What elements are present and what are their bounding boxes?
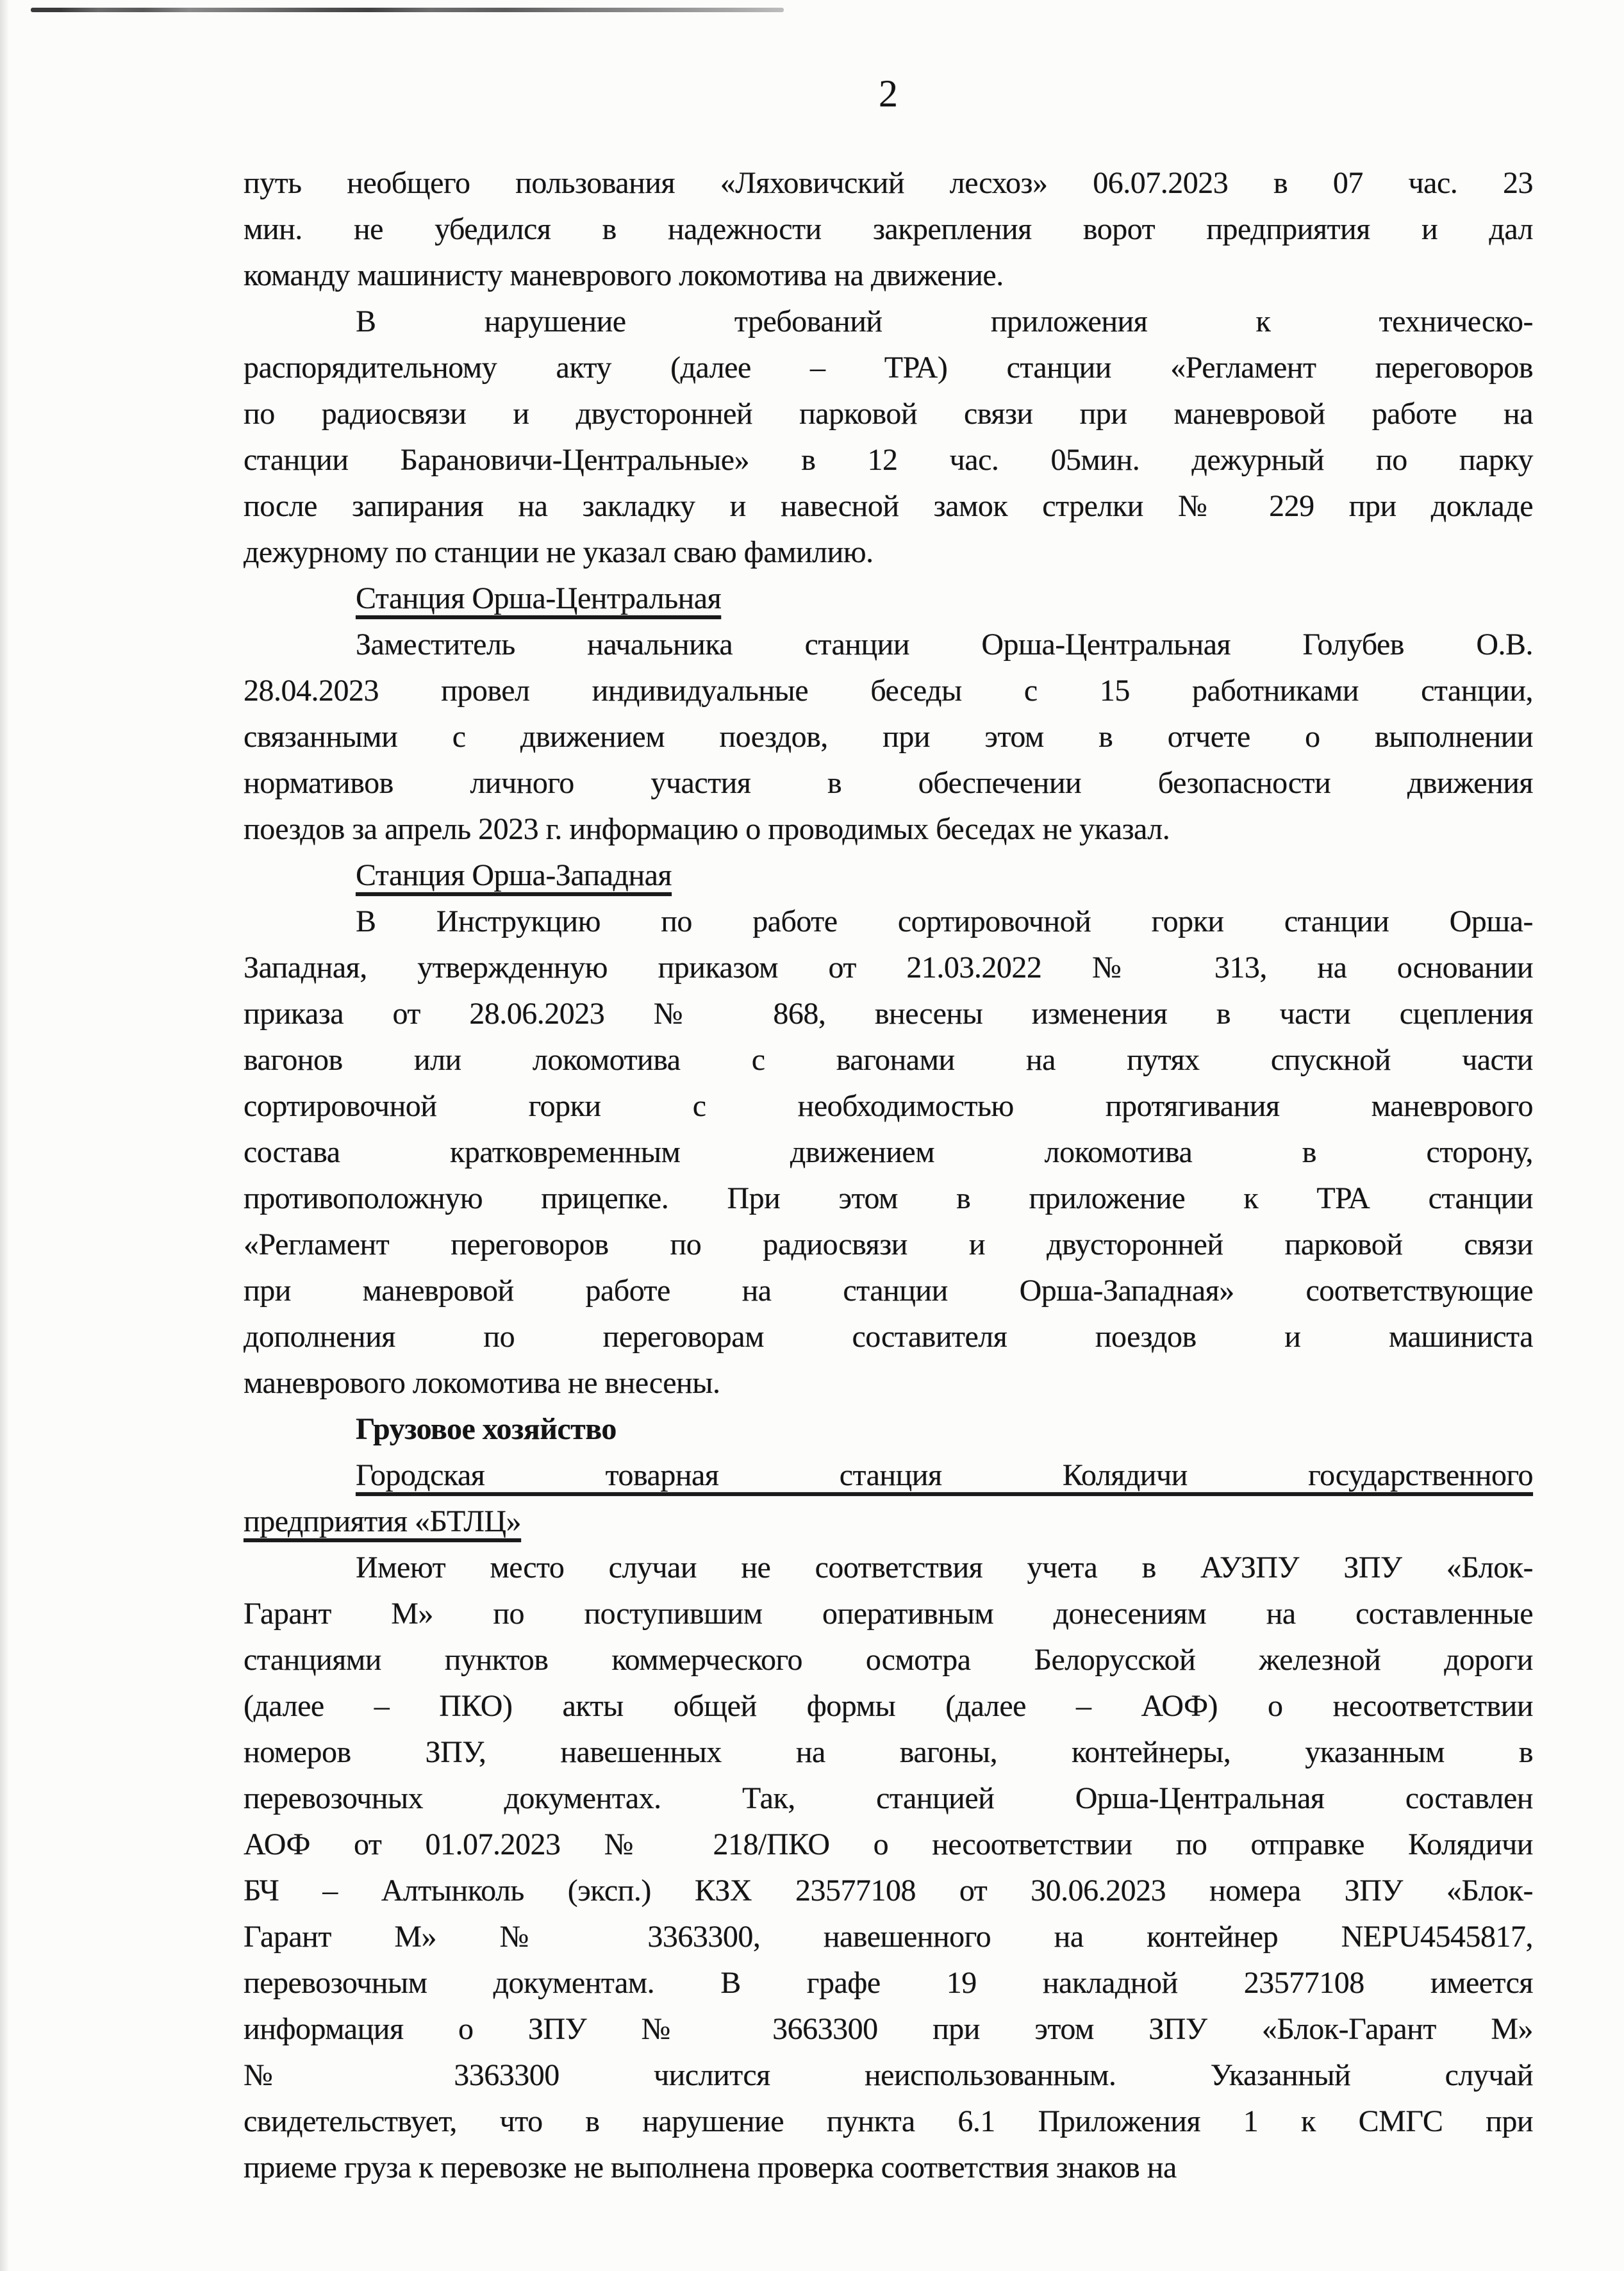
text-line: свидетельствует, что в нарушение пункта 6.1 Приложения 1 к СМГС при [244, 2104, 1533, 2138]
underlined-heading [244, 1452, 1533, 1545]
scan-edge-shadow [0, 0, 9, 2271]
text-line: БЧ – Алтынколь (эксп.) КЗХ 23577108 от 30.06.2023 номера ЗПУ «Блок- [244, 1874, 1533, 1908]
text-line: поездов за апрель 2023 г. информацию о проводимых беседах не указал. [244, 812, 1170, 846]
bold-text: Грузовое хозяйство [356, 1412, 617, 1446]
text-line: станции Барановичи-Центральные» в 12 час. 05мин. дежурный по парку [244, 443, 1533, 477]
text-line: мин. не убедился в надежности закрепления ворот предприятия и дал [244, 212, 1533, 246]
text-line: Западная, утвержденную приказом от 21.03.2022 № 313, на основании [244, 951, 1533, 985]
text-line: номеров ЗПУ, навешенных на вагоны, контейнеры, указанным в [244, 1735, 1533, 1769]
text-line: состава кратковременным движением локомотива в сторону, [244, 1135, 1533, 1169]
text-line: маневрового локомотива не внесены. [244, 1366, 720, 1400]
text-line: № 3363300 числится неиспользованным. Указанный случай [244, 2058, 1533, 2092]
paragraph [244, 622, 1533, 853]
paragraph [244, 899, 1533, 1406]
text-line: Заместитель начальника станции Орша-Центральная Голубев О.В. [356, 628, 1533, 661]
text-line [244, 1406, 1533, 1452]
bold-heading [244, 1406, 1533, 1452]
text-line: Имеют место случаи не соответствия учета в АУЗПУ ЗПУ «Блок- [356, 1551, 1533, 1585]
text-line: перевозочным документам. В графе 19 накладной 23577108 имеется [244, 1966, 1533, 2000]
underlined-text: Станция Орша-Центральная [356, 581, 722, 615]
text-line: сортировочной горки с необходимостью протягивания маневрового [244, 1089, 1533, 1123]
paragraph [244, 160, 1533, 299]
text-line: нормативов личного участия в обеспечении безопасности движения [244, 766, 1533, 800]
text-line: АОФ от 01.07.2023 № 218/ПКО о несоответствии по отправке Колядичи [244, 1827, 1533, 1861]
text-line: станциями пунктов коммерческого осмотра Белорусской железной дороги [244, 1643, 1533, 1677]
text-line: связанными с движением поездов, при этом в отчете о выполнении [244, 720, 1533, 754]
underlined-text: Станция Орша-Западная [356, 858, 672, 892]
underlined-text: Городская товарная станция Колядичи государственного [356, 1458, 1533, 1492]
text-line: распорядительному акту (далее – ТРА) станции «Регламент переговоров [244, 351, 1533, 385]
text-line: при маневровой работе на станции Орша-Западная» соответствующие [244, 1274, 1533, 1308]
text-line: дежурному по станции не указал сваю фамилию. [244, 535, 874, 569]
text-line: информация о ЗПУ № 3663300 при этом ЗПУ «Блок-Гарант М» [244, 2012, 1533, 2046]
paragraph [244, 1545, 1533, 2191]
document-body [244, 160, 1533, 2191]
paragraph [244, 299, 1533, 576]
text-line: В нарушение требований приложения к техническо- [356, 304, 1533, 338]
text-line [244, 1499, 1533, 1545]
page-number: 2 [879, 72, 898, 115]
text-line: приеме груза к перевозке не выполнена проверка соответствия знаков на [244, 2150, 1177, 2184]
text-line: (далее – ПКО) акты общей формы (далее – АОФ) о несоответствии [244, 1689, 1533, 1723]
text-line: по радиосвязи и двусторонней парковой связи при маневровой работе на [244, 397, 1533, 431]
text-line [244, 576, 1533, 622]
underlined-heading [244, 576, 1533, 622]
text-line: «Регламент переговоров по радиосвязи и двусторонней парковой связи [244, 1227, 1533, 1261]
text-line: перевозочных документах. Так, станцией Орша-Центральная составлен [244, 1781, 1533, 1815]
text-line [244, 1452, 1533, 1499]
text-line: приказа от 28.06.2023 № 868, внесены изменения в части сцепления [244, 997, 1533, 1031]
text-line [244, 853, 1533, 899]
underlined-text: предприятия «БТЛЦ» [244, 1504, 522, 1538]
text-line: В Инструкцию по работе сортировочной горки станции Орша- [356, 904, 1533, 938]
text-line: команду машинисту маневрового локомотива на движение. [244, 258, 1004, 292]
text-line: Гарант М» № 3363300, навешенного на контейнер NEPU4545817, [244, 1920, 1533, 1954]
text-line: после запирания на закладку и навесной замок стрелки № 229 при докладе [244, 489, 1533, 523]
text-line: 28.04.2023 провел индивидуальные беседы с 15 работниками станции, [244, 674, 1533, 708]
text-line: противоположную прицепке. При этом в приложение к ТРА станции [244, 1181, 1533, 1215]
text-line: путь необщего пользования «Ляховичский лесхоз» 06.07.2023 в 07 час. 23 [244, 166, 1533, 200]
text-line: вагонов или локомотива с вагонами на путях спускной части [244, 1043, 1533, 1077]
text-line: дополнения по переговорам составителя поездов и машиниста [244, 1320, 1533, 1354]
underlined-heading [244, 853, 1533, 899]
scan-artifact-line [31, 8, 784, 12]
text-line: Гарант М» по поступившим оперативным донесениям на составленные [244, 1597, 1533, 1631]
